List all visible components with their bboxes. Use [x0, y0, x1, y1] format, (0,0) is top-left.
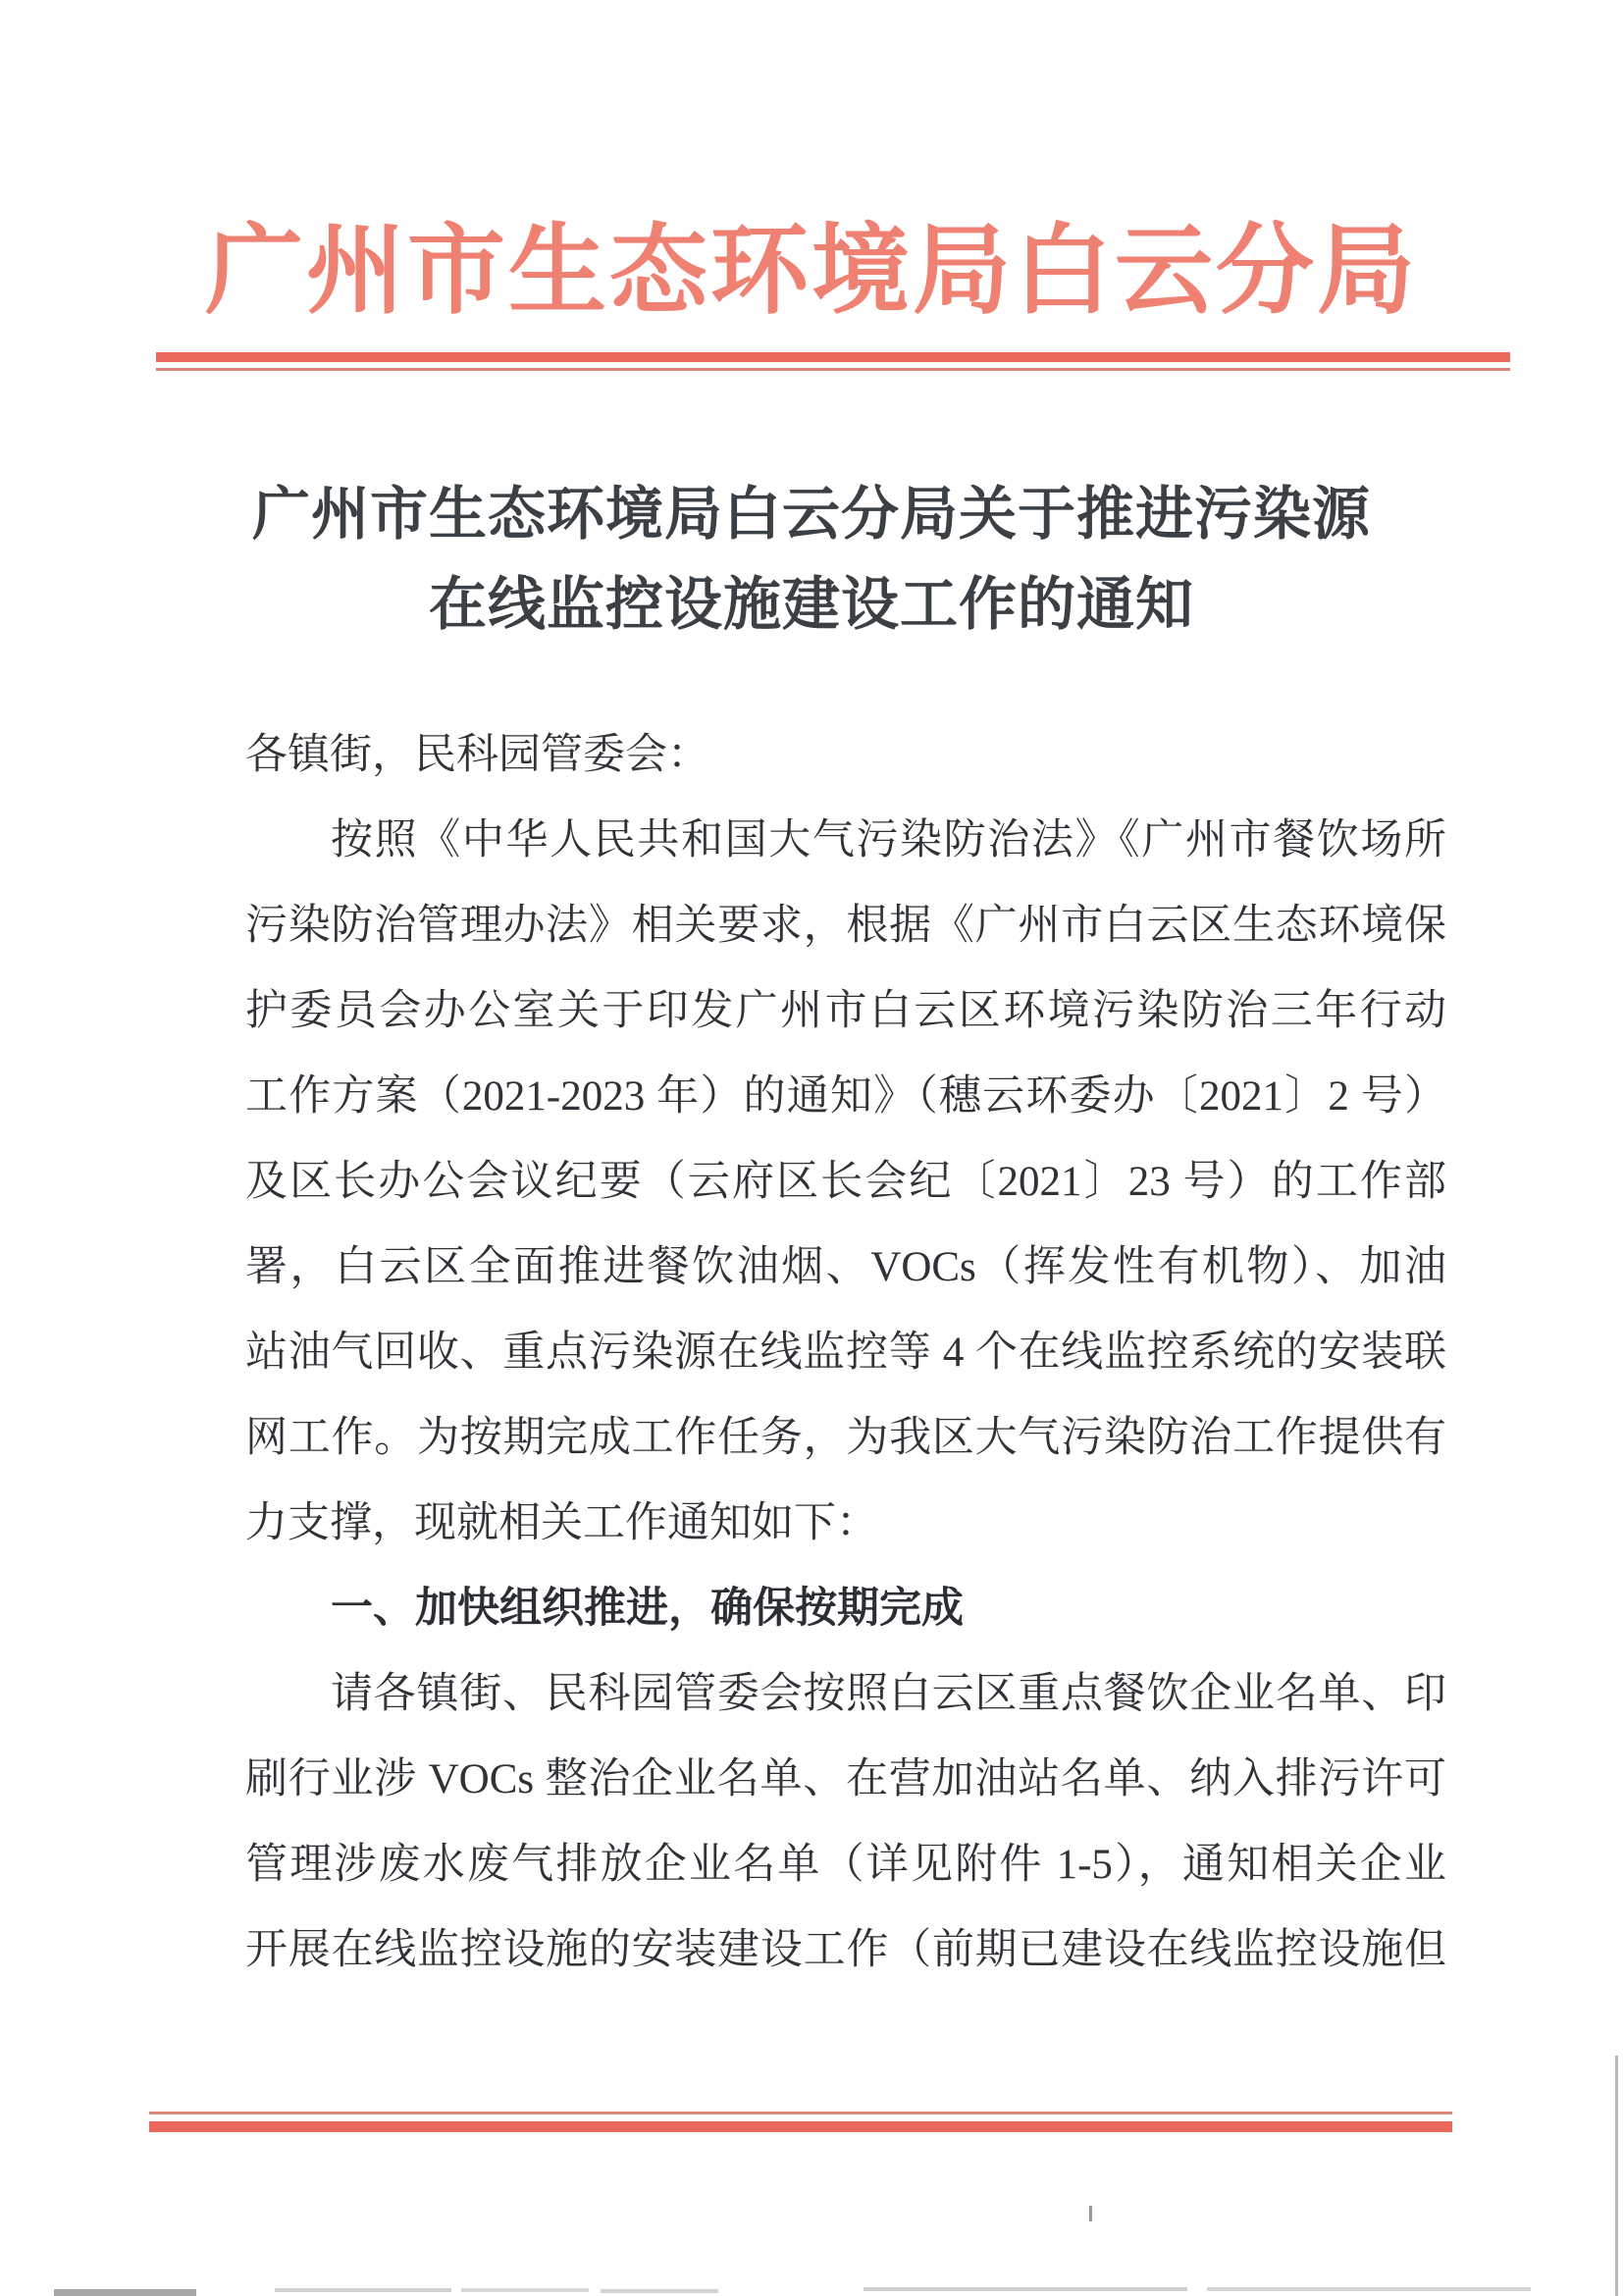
body-line: 污染防治管理办法》相关要求，根据《广州市白云区生态环境保 [245, 903, 1446, 949]
footer-rule-thin [149, 2112, 1452, 2114]
scan-artifact-smudge [461, 2288, 589, 2292]
letterhead-rule-thick [156, 352, 1510, 362]
salutation-line: 各镇街，民科园管委会： [245, 732, 709, 778]
scan-artifact-smudge [1207, 2287, 1531, 2291]
document-body [245, 712, 1446, 1993]
body-line: 力支撑，现就相关工作通知如下： [245, 1500, 878, 1546]
document-title-line-2: 在线监控设施建设工作的通知 [428, 572, 1194, 637]
body-line: 网工作。为按期完成工作任务，为我区大气污染防治工作提供有 [245, 1415, 1446, 1461]
body-line: 及区长办公会议纪要（云府区长会纪〔2021〕23 号）的工作部 [245, 1159, 1446, 1205]
body-line: 工作方案（2021-2023 年）的通知》（穗云环委办〔2021〕2 号） [245, 1073, 1446, 1120]
body-line: 署，白云区全面推进餐饮油烟、VOCs（挥发性有机物）、加油 [245, 1244, 1446, 1290]
body-line: 站油气回收、重点污染源在线监控等 4 个在线监控系统的安装联 [245, 1330, 1446, 1376]
scan-artifact-edge-line [1615, 2056, 1618, 2296]
scan-artifact-smudge [864, 2287, 1187, 2291]
letterhead-rule-thin [156, 368, 1510, 371]
scan-artifact-smudge [54, 2289, 196, 2296]
document-title [0, 469, 1623, 650]
body-line: 按照《中华人民共和国大气污染防治法》《广州市餐饮场所 [331, 817, 1446, 863]
body-line: 护委员会办公室关于印发广州市白云区环境污染防治三年行动 [245, 988, 1446, 1034]
footer-rule-thick [149, 2121, 1452, 2132]
document-title-line-1: 广州市生态环境局白云分局关于推进污染源 [251, 482, 1371, 547]
body-line: 管理涉废水废气排放企业名单（详见附件 1-5），通知相关企业 [245, 1842, 1446, 1888]
scan-artifact-tick [1089, 2206, 1092, 2221]
scan-artifact-smudge [275, 2288, 451, 2292]
scan-artifact-smudge [601, 2289, 718, 2293]
section-heading: 一、加快组织推进，确保按期完成 [331, 1585, 964, 1632]
body-line: 开展在线监控设施的安装建设工作（前期已建设在线监控设施但 [245, 1927, 1446, 1973]
body-line: 请各镇街、民科园管委会按照白云区重点餐饮企业名单、印 [331, 1671, 1446, 1717]
letterhead-agency-name: 广州市生态环境局白云分局 [205, 217, 1418, 326]
body-line: 刷行业涉 VOCs 整治企业名单、在营加油站名单、纳入排污许可 [245, 1756, 1446, 1802]
